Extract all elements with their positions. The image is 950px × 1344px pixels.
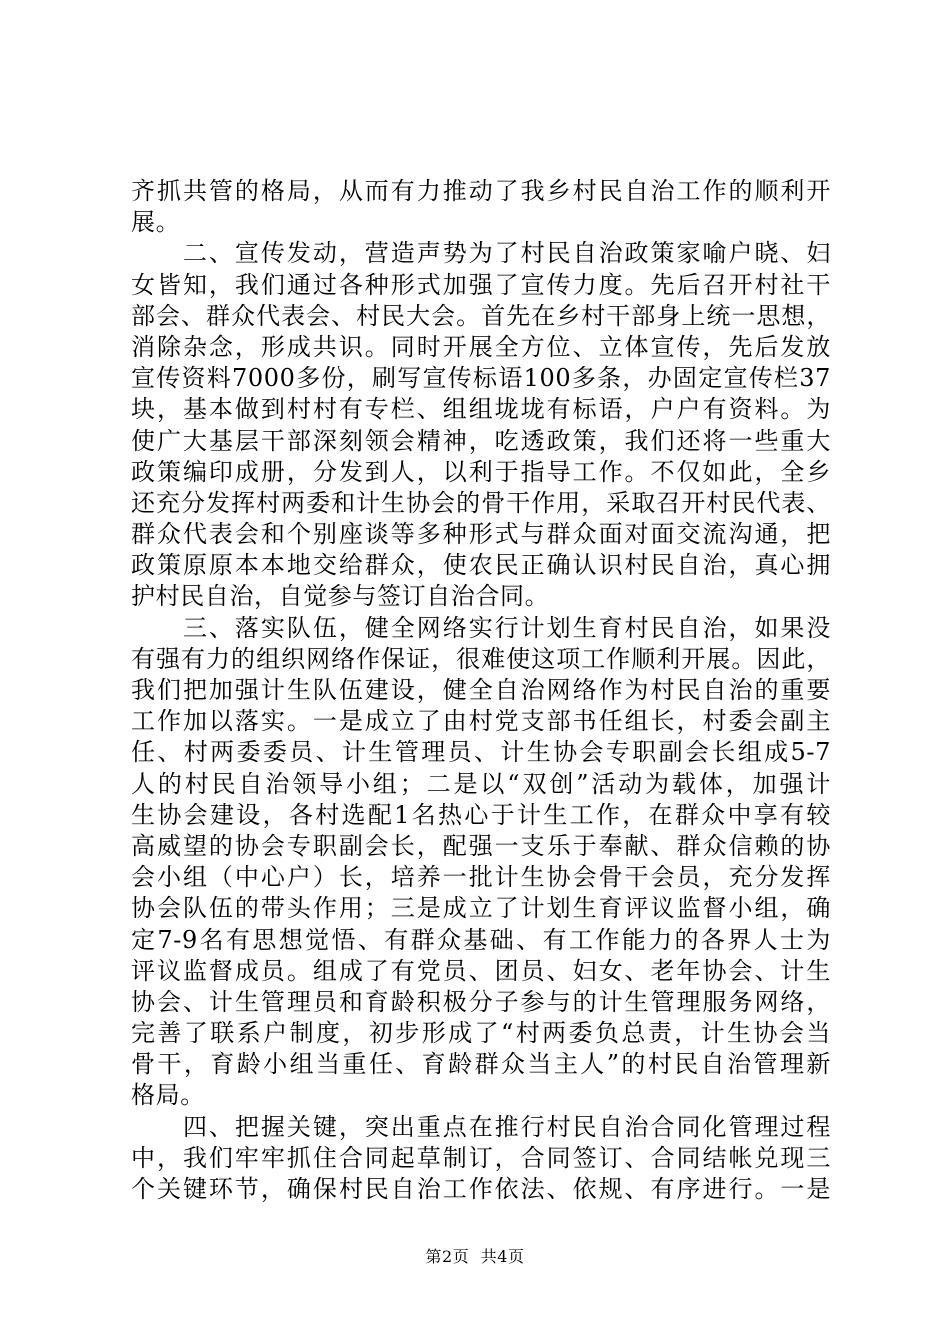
text-line: 四、把握关键，突出重点在推行村民自治合同化管理过程 (131, 1112, 831, 1141)
text-line: 三、落实队伍，健全网络实行计划生育村民自治，如果没 (131, 613, 831, 642)
text-line: 中，我们牢牢抓住合同起草制订，合同签订、合同结帐兑现三 (131, 1143, 831, 1172)
text-line: 部会、群众代表会、村民大会。首先在乡村干部身上统一思想， (131, 301, 831, 330)
text-line: 协会队伍的带头作用；三是成立了计划生育评议监督小组，确 (131, 894, 831, 923)
page-number: 第2页 (425, 1247, 470, 1266)
text-line: 女皆知，我们通过各种形式加强了宣传力度。先后召开村社干 (131, 270, 831, 299)
text-line: 展。 (131, 208, 181, 237)
text-line: 消除杂念，形成共识。同时开展全方位、立体宣传，先后发放 (131, 332, 831, 361)
text-line: 我们把加强计生队伍建设，健全自治网络作为村民自治的重要 (131, 676, 831, 704)
text-line: 齐抓共管的格局，从而有力推动了我乡村民自治工作的顺利开 (131, 177, 831, 205)
text-line: 护村民自治，自觉参与签订自治合同。 (131, 582, 550, 611)
text-line: 二、宣传发动，营造声势为了村民自治政策家喻户晓、妇 (131, 239, 831, 268)
text-line: 生协会建设，各村选配1名热心于计生工作，在群众中享有较 (131, 800, 831, 829)
text-line: 评议监督成员。组成了有党员、团员、妇女、老年协会、计生 (131, 956, 831, 985)
text-line: 政策编印成册，分发到人，以利于指导工作。不仅如此，全乡 (131, 457, 831, 486)
text-line: 群众代表会和个别座谈等多种形式与群众面对面交流沟通，把 (131, 520, 831, 549)
text-line: 协会、计生管理员和育龄积极分子参与的计生管理服务网络， (131, 987, 831, 1016)
text-line: 任、村两委委员、计生管理员、计生协会专职副会长组成5-7 (131, 738, 831, 767)
text-line: 有强有力的组织网络作保证，很难使这项工作顺利开展。因此， (131, 644, 831, 673)
text-line: 定7-9名有思想觉悟、有群众基础、有工作能力的各界人士为 (131, 925, 831, 954)
text-line: 宣传资料7000多份，刷写宣传标语100多条，办固定宣传栏37 (131, 364, 831, 393)
text-line: 还充分发挥村两委和计生协会的骨干作用，采取召开村民代表、 (131, 488, 831, 517)
text-line: 块，基本做到村村有专栏、组组垅垅有标语，户户有资料。为 (131, 395, 831, 424)
text-line: 个关键环节，确保村民自治工作依法、依规、有序进行。一是 (131, 1175, 831, 1203)
text-line: 高威望的协会专职副会长，配强一支乐于奉献、群众信赖的协 (131, 831, 831, 860)
page-footer (0, 1247, 950, 1267)
text-line: 格局。 (131, 1081, 205, 1110)
text-line: 完善了联系户制度，初步形成了“村两委负总责，计生协会当 (131, 1019, 831, 1048)
text-line: 人的村民自治领导小组；二是以“双创”活动为载体，加强计 (131, 769, 831, 798)
text-line: 会小组（中心户）长，培养一批计生协会骨干会员，充分发挥 (131, 863, 831, 892)
text-line: 使广大基层干部深刻领会精神，吃透政策，我们还将一些重大 (131, 426, 831, 455)
page-total: 共4页 (480, 1247, 525, 1266)
text-line: 政策原原本本地交给群众，使农民正确认识村民自治，真心拥 (131, 551, 831, 580)
body-text (131, 176, 831, 1205)
text-line: 骨干，育龄小组当重任、育龄群众当主人”的村民自治管理新 (131, 1050, 831, 1079)
text-line: 工作加以落实。一是成立了由村党支部书任组长，村委会副主 (131, 707, 831, 736)
